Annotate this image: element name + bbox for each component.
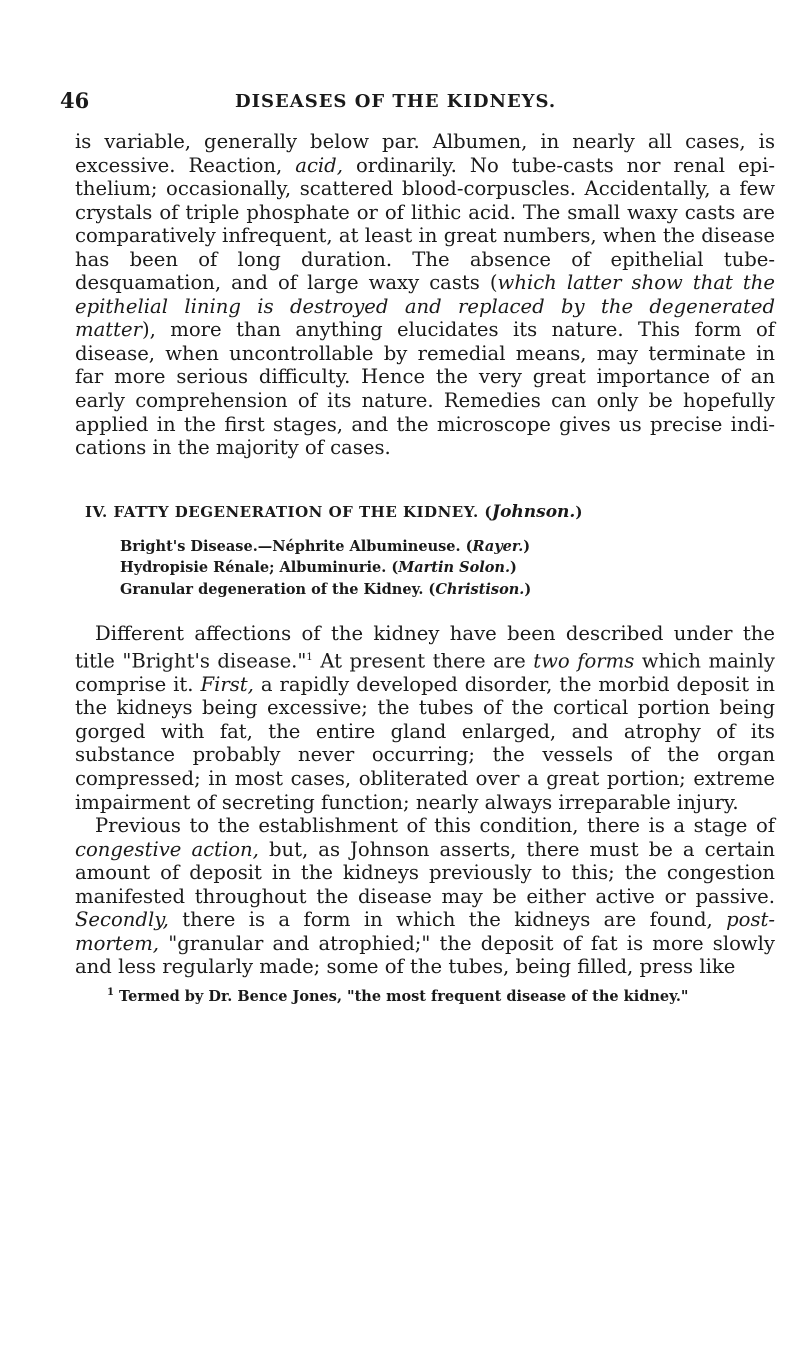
synonym-name: Granular degeneration of the Kidney. ( (120, 580, 436, 598)
footnote (107, 987, 775, 1005)
footnote-marker: 1 (306, 651, 313, 663)
synonym-item (120, 579, 775, 601)
section-title: IV. FATTY DEGENERATION OF THE KIDNEY. ( (85, 502, 493, 521)
synonym-item (120, 557, 775, 579)
paragraph (75, 814, 775, 979)
emphasis: First, (200, 672, 254, 696)
text-run: which mainly comprise it. (75, 649, 775, 696)
synonym-name: Bright's Disease.—Néphrite Albumineuse. ( (120, 537, 473, 555)
paren: ) (510, 559, 517, 577)
text-run: Different affections of the kidney have been described under the title "Bright's disease." (75, 622, 775, 673)
synonym-name: Hydropisie Rénale; Albuminurie. ( (120, 559, 399, 577)
text-run: At present there are (312, 649, 534, 673)
emphasis: congestive action, (75, 837, 259, 861)
paragraph (75, 622, 775, 814)
emphasis: post-mortem, (75, 908, 775, 955)
synonym-source: Martin Solon. (398, 559, 511, 577)
text-run: but, as Johnson asserts, there must be a certain amount of deposit in the kidneys previously to this; the congestion manifested throughout the disease may be either active or passive. (75, 837, 776, 908)
text-run: ordinarily. No tube-casts nor renal epithelium; occasionally, scattered blood-corpuscles. Accidentally, a few crystals of triple phosphate or of lithic acid. The small waxy casts are comparatively infrequent, at least in great numbers, when the disease has been of long duration. The absence of epithelial tube-desquamation, and of large waxy casts ( (75, 153, 775, 295)
paren: ) (575, 502, 583, 521)
synonym-source: Rayer. (472, 537, 524, 555)
page-number: 46 (60, 88, 90, 113)
running-title: DISEASES OF THE KIDNEYS. (235, 91, 557, 112)
paren: ) (524, 580, 532, 598)
paragraph-continued (75, 130, 775, 460)
synonym-source: Christison. (435, 580, 525, 598)
footnote-number: 1 (107, 986, 114, 998)
emphasis: which latter show that the epithelial lining is destroyed and replaced by the degenerated matter (75, 271, 776, 342)
emphasis: Secondly, (75, 908, 169, 932)
running-header (60, 88, 775, 118)
emphasis: acid, (295, 153, 343, 177)
text-run: Previous to the establishment of this condition, there is a stage of (95, 814, 775, 838)
text-run: ), more than anything elucidates its nature. This form of disease, when uncontrollable by remedial means, may terminate in far more serious difficulty. Hence the very great importance of an early comprehension of its nature. Remedies can only be hopefully applied in the first stages, and the microscope gives us precise indications in the majority of cases. (75, 318, 775, 460)
section-heading (85, 502, 775, 522)
body-text (75, 622, 775, 979)
synonym-item (120, 536, 775, 558)
synonym-list (120, 536, 775, 601)
section-author: Johnson. (492, 501, 576, 522)
text-run: there is a form in which the kidneys are found, (168, 908, 727, 932)
text-run: "granular and atrophied;" the deposit of fat is more slowly and less regularly made; some of the tubes, being filled, press like (75, 931, 775, 979)
paren: ) (523, 537, 531, 555)
text-run: is variable, generally below par. Albumen, in nearly all cases, is excessive. Reaction, (75, 130, 775, 177)
book-page (60, 88, 776, 1005)
text-run: a rapidly developed disorder, the morbid deposit in the kidneys being excessive; the tubes of the cortical portion being gorged with fat, the entire gland enlarged, and atrophy of its substance probably never occurring; the vessels of the organ compressed; in most cases, obliterated over a great portion; extreme impairment of secreting function; nearly always irreparable injury. (75, 672, 775, 814)
body-text (75, 130, 775, 460)
footnote-text: Termed by Dr. Bence Jones, "the most frequent disease of the kidney." (113, 987, 689, 1005)
emphasis: two forms (533, 649, 635, 673)
